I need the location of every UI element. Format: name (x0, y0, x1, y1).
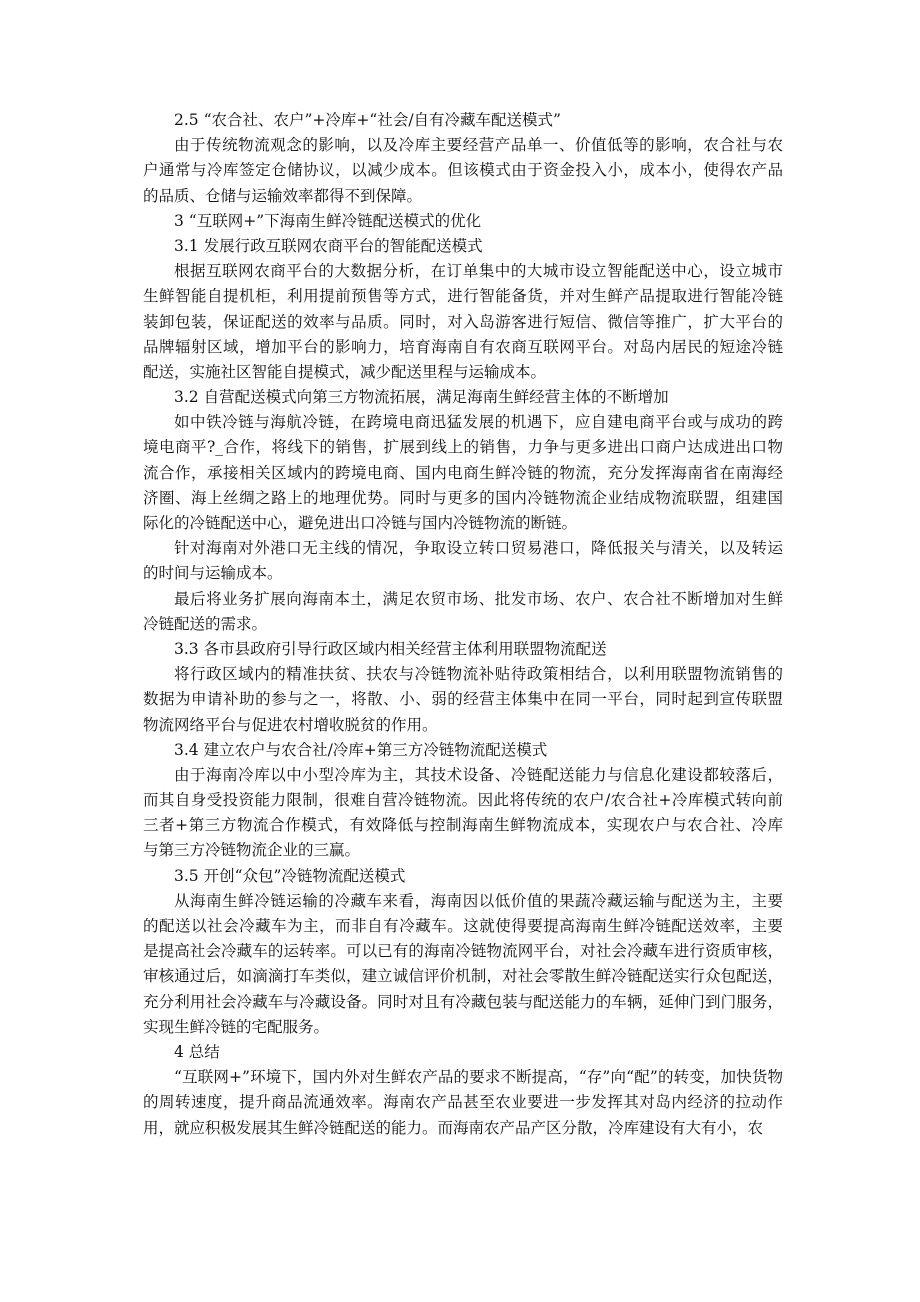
paragraph-line: 充分利用社会冷藏车与冷藏设备。同时对且有冷藏包装与配送能力的车辆，延伸门到门服务， (143, 992, 783, 1011)
paragraph (143, 662, 783, 738)
paragraph-line: 境电商平?_合作，将线下的销售，扩展到线上的销售，力争与更多进出口商户达成进出口物 (143, 438, 783, 457)
paragraph-line: 的周转速度，提升商品流通效率。海南农产品甚至农业要进一步发挥其对岛内经济的拉动作 (143, 1093, 783, 1112)
paragraph-line: 根据互联网农商平台的大数据分析，在订单集中的大城市设立智能配送中心，设立城市 (174, 262, 783, 281)
paragraph (143, 763, 783, 864)
paragraph-line: 用，就应积极发展其生鲜冷链配送的能力。而海南农产品产区分散，冷库建设有大有小，农 (143, 1118, 764, 1137)
paragraph (143, 889, 783, 1040)
paragraph-line: 而其自身受投资能力限制，很难自营冷链物流。因此将传统的农户/农合社+冷库模式转向前 (143, 791, 783, 810)
paragraph-line: 的品质、仓储与运输效率都得不到保障。 (143, 186, 423, 205)
paragraph (143, 1065, 783, 1141)
paragraph-line: “互联网+”环境下，国内外对生鲜农产品的要求不断提高，“存”向“配”的转变，加快货物 (174, 1068, 783, 1087)
paragraph (143, 133, 783, 209)
paragraph-line: 审核通过后，如滴滴打车类似，建立诚信评价机制，对社会零散生鲜冷链配送实行众包配送， (143, 967, 783, 986)
paragraph-line: 数据为申请补助的参与之一，将散、小、弱的经营主体集中在同一平台，同时起到宣传联盟 (143, 690, 783, 709)
paragraph-line: 如中铁冷链与海航冷链，在跨境电商迅猛发展的机遇下，应自建电商平台或与成功的跨 (174, 413, 783, 432)
paragraph-line: 三者+第三方物流合作模式，有效降低与控制海南生鲜物流成本，实现农户与农合社、冷库 (143, 816, 783, 835)
paragraph-line: 是提高社会冷藏车的运转率。可以已有的海南冷链物流网平台，对社会冷藏车进行资质审核， (143, 942, 783, 961)
paragraph-line: 户通常与冷库签定仓储协议，以减少成本。但该模式由于资金投入小，成本小，使得农产品 (143, 161, 783, 180)
paragraph-line: 与第三方冷链物流企业的三赢。 (143, 841, 361, 860)
section-heading: 3.4 建立农户与农合社/冷库+第三方冷链物流配送模式 (174, 740, 548, 759)
paragraph-line: 冷链配送的需求。 (143, 614, 268, 633)
paragraph (143, 587, 783, 637)
paragraph-line: 从海南生鲜冷链运输的冷藏车来看，海南因以低价值的果蔬冷藏运输与配送为主，主要 (174, 891, 783, 910)
paragraph-line: 由于传统物流观念的影响，以及冷库主要经营产品单一、价值低等的影响，农合社与农 (174, 136, 783, 155)
section-heading: 3 “互联网+”下海南生鲜冷链配送模式的优化 (174, 211, 482, 230)
paragraph-line: 品牌辐射区域，增加平台的影响力，培育海南自有农商互联网平台。对岛内居民的短途冷链 (143, 337, 783, 356)
paragraph-line: 的时间与运输成本。 (143, 564, 283, 583)
section-heading: 2.5 “农合社、农户”+冷库+“社会/自有冷藏车配送模式” (174, 111, 561, 129)
paragraph-line: 际化的冷链配送中心，避免进出口冷链与国内冷链物流的断链。 (143, 514, 578, 532)
paragraph-line: 流合作，承接相关区域内的跨境电商、国内电商生鲜冷链的物流，充分发挥海南省在南海经 (143, 463, 783, 482)
section-heading: 3.2 自营配送模式向第三方物流拓展，满足海南生鲜经营主体的不断增加 (174, 388, 669, 407)
paragraph-line: 装卸包装，保证配送的效率与品质。同时，对入岛游客进行短信、微信等推广，扩大平台的 (143, 312, 783, 331)
section-heading: 3.1 发展行政互联网农商平台的智能配送模式 (174, 236, 483, 255)
paragraph-line: 针对海南对外港口无主线的情况，争取设立转口贸易港口，降低报关与清关，以及转运 (174, 539, 783, 558)
paragraph (143, 259, 783, 385)
paragraph-line: 物流网络平台与促进农村增收脱贫的作用。 (143, 715, 438, 734)
paragraph-line: 生鲜智能自提机柜，利用提前预售等方式，进行智能备货，并对生鲜产品提取进行智能冷链 (143, 287, 783, 306)
paragraph-line: 最后将业务扩展向海南本土，满足农贸市场、批发市场、农户、农合社不断增加对生鲜 (174, 589, 783, 608)
paragraph (143, 410, 783, 536)
section-heading: 3.5 开创“众包”冷链物流配送模式 (174, 866, 406, 885)
section-heading: 4 总结 (174, 1042, 220, 1061)
paragraph-line: 由于海南冷库以中小型冷库为主，其技术设备、冷链配送能力与信息化建设都较落后， (174, 765, 783, 784)
paragraph-line: 将行政区域内的精准扶贫、扶农与冷链物流补贴待政策相结合，以利用联盟物流销售的 (174, 665, 783, 684)
paragraph-line: 济圈、海上丝绸之路上的地理优势。同时与更多的国内冷链物流企业结成物流联盟，组建国 (143, 488, 783, 507)
section-heading: 3.3 各市县政府引导行政区域内相关经营主体利用联盟物流配送 (174, 639, 607, 658)
paragraph-line: 配送，实施社区智能自提模式，减少配送里程与运输成本。 (143, 362, 547, 381)
document-page (143, 108, 783, 1141)
paragraph (143, 536, 783, 586)
paragraph-line: 实现生鲜冷链的宅配服务。 (143, 1017, 330, 1036)
paragraph-line: 的配送以社会冷藏车为主，而非自有冷藏车。这就使得要提高海南生鲜冷链配送效率，主要 (143, 917, 783, 935)
